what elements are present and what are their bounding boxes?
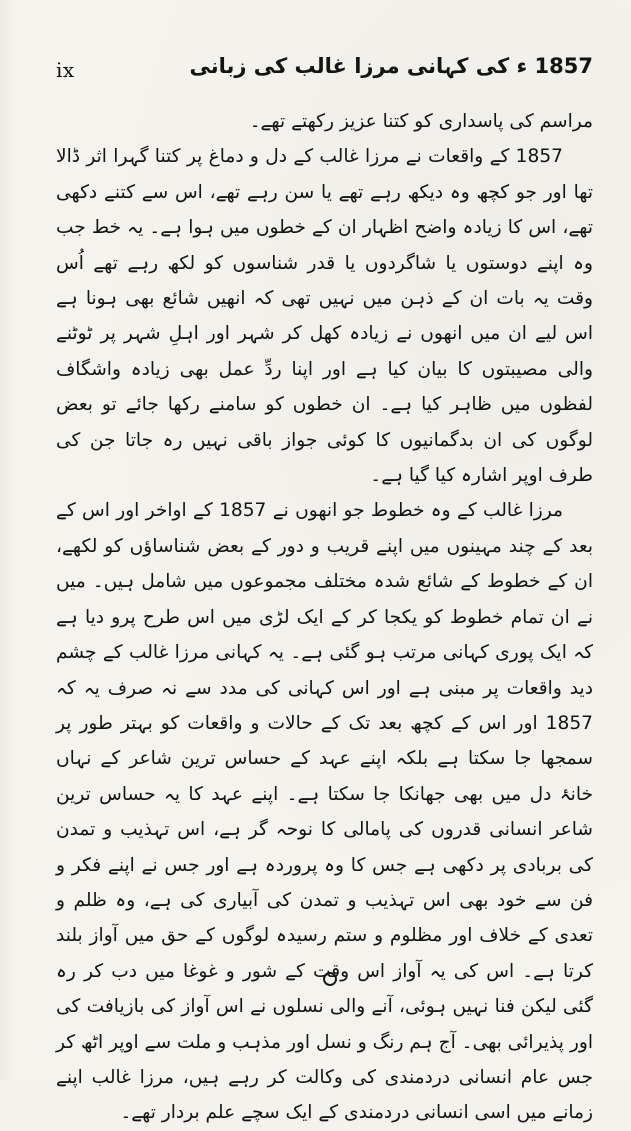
body-text [56,104,593,1124]
end-of-section-circle-icon [323,972,337,986]
page-number: ix [56,58,75,82]
paragraph-3: مرزا غالب کے وہ خطوط جو انھوں نے 1857 کے اواخر اور اس کے بعد کے چند مہینوں میں اپنے قریب و دور کے بعض شناساؤں کو لکھے، ان کے خطوط کے شائع شدہ مختلف مجموعوں میں شامل ہیں۔ میں نے ان تمام خطوط کو یکجا کر کے ایک لڑی میں اس طرح پرو دیا ہے کہ ایک پوری کہانی مرتب ہو گئی ہے۔ یہ کہانی مرزا غالب کے چشم دید واقعات پر مبنی ہے اور اس کہانی کی مدد سے نہ صرف یہ کہ 1857 اور اس کے کچھ بعد تک کے حالات و واقعات کو بہتر طور پر سمجھا جا سکتا ہے بلکہ اپنے عہد کے حساس ترین شاعر کے نہاں خانۂ دل میں بھی جھانکا جا سکتا ہے۔ اپنے عہد کا یہ حساس ترین شاعر انسانی قدروں کی پامالی کا نوحہ گر ہے، اس تہذیب و تمدن کی بربادی پر دکھی ہے جس کا وہ پروردہ ہے اور جس نے اپنے فکر و فن سے خود بھی اس تہذیب و تمدن کی آبیاری کی ہے، وہ ظلم و تعدی کے خلاف اور مظلوم و ستم رسیدہ لوگوں کے حق میں آواز بلند کرتا ہے۔ اس کی یہ آواز اس وقت کے شور و غوغا میں دب کر رہ گئی لیکن فنا نہیں ہوئی، آنے والی نسلوں نے اس آواز کی بازیافت کی اور پذیرائی بھی۔ آج ہم رنگ و نسل اور مذہب و ملت سے اوپر اٹھ کر جس عام انسانی دردمندی کی وکالت کر رہے ہیں، مرزا غالب اپنے زمانے میں اسی انسانی دردمندی کے ایک سچے علم بردار تھے۔ [56,500,593,1124]
paragraph-1: مراسم کی پاسداری کو کتنا عزیز رکھتے تھے۔ [249,111,593,132]
paragraph-2: 1857 کے واقعات نے مرزا غالب کے دل و دماغ پر کتنا گہرا اثر ڈالا تھا اور جو کچھ وہ دیکھ رہے تھے یا سن رہے تھے، اس سے کتنے دکھی تھے، اس کا زیادہ واضح اظہار ان کے خطوں میں ہوا ہے۔ یہ خط جب وہ اپنے دوستوں یا شاگردوں یا قدر شناسوں کو لکھ رہے تھے اُس وقت یہ بات ان کے ذہن میں نہیں تھی کہ انھیں شائع بھی ہونا ہے اس لیے ان میں انھوں نے زیادہ کھل کر شہر اور اہلِ شہر پر ٹوٹنے والی مصیبتوں کا بیان کیا ہے اور اپنا ردِّ عمل بھی زیادہ واشگاف لفظوں میں ظاہر کیا ہے۔ ان خطوں کو سامنے رکھا جائے تو بعض لوگوں کی ان بدگمانیوں کا کوئی جواز باقی نہیں رہ جاتا جن کی طرف اوپر اشارہ کیا گیا ہے۔ [56,146,593,487]
running-header: 1857 ء کی کہانی مرزا غالب کی زبانی [189,54,593,78]
